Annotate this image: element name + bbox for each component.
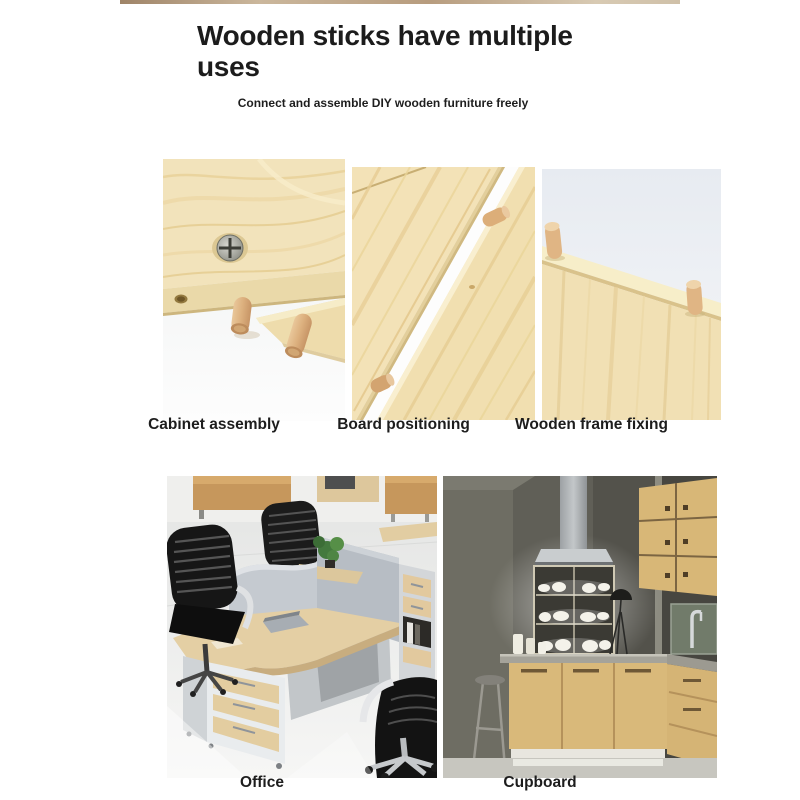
- kitchen-illustration: [443, 476, 717, 778]
- board-positioning-illustration: [352, 167, 535, 420]
- photo-board-positioning: [352, 167, 535, 420]
- office-illustration: [167, 476, 437, 778]
- photo-cabinet-assembly: [163, 159, 345, 421]
- back-office-chair: [260, 499, 323, 570]
- tall-side-cabinet: [399, 564, 435, 690]
- screw-head: [212, 233, 248, 263]
- wood-strip-divider: [120, 0, 680, 4]
- page-subtitle: Connect and assemble DIY wooden furniture freely: [237, 96, 529, 110]
- wooden-dowel: [686, 279, 703, 315]
- wooden-frame-illustration: [542, 169, 721, 420]
- photo-office-scene: [167, 476, 437, 778]
- photo-cupboard-scene: [443, 476, 717, 778]
- wall-cabinets: [639, 478, 717, 596]
- caption-board-positioning: Board positioning: [337, 416, 470, 433]
- page-title: Wooden sticks have multiple uses: [197, 20, 573, 82]
- photo-wooden-frame-fixing: [542, 169, 721, 420]
- caption-wooden-frame-fixing: Wooden frame fixing: [514, 416, 668, 433]
- glass-display-cabinet: [534, 566, 614, 654]
- caption-cupboard: Cupboard: [503, 774, 577, 791]
- sink-counter: [667, 604, 717, 768]
- cabinet-assembly-illustration: [163, 159, 345, 421]
- kitchen-island: [500, 654, 672, 758]
- caption-office: Office: [240, 774, 284, 791]
- caption-cabinet-assembly: Cabinet assembly: [148, 416, 280, 433]
